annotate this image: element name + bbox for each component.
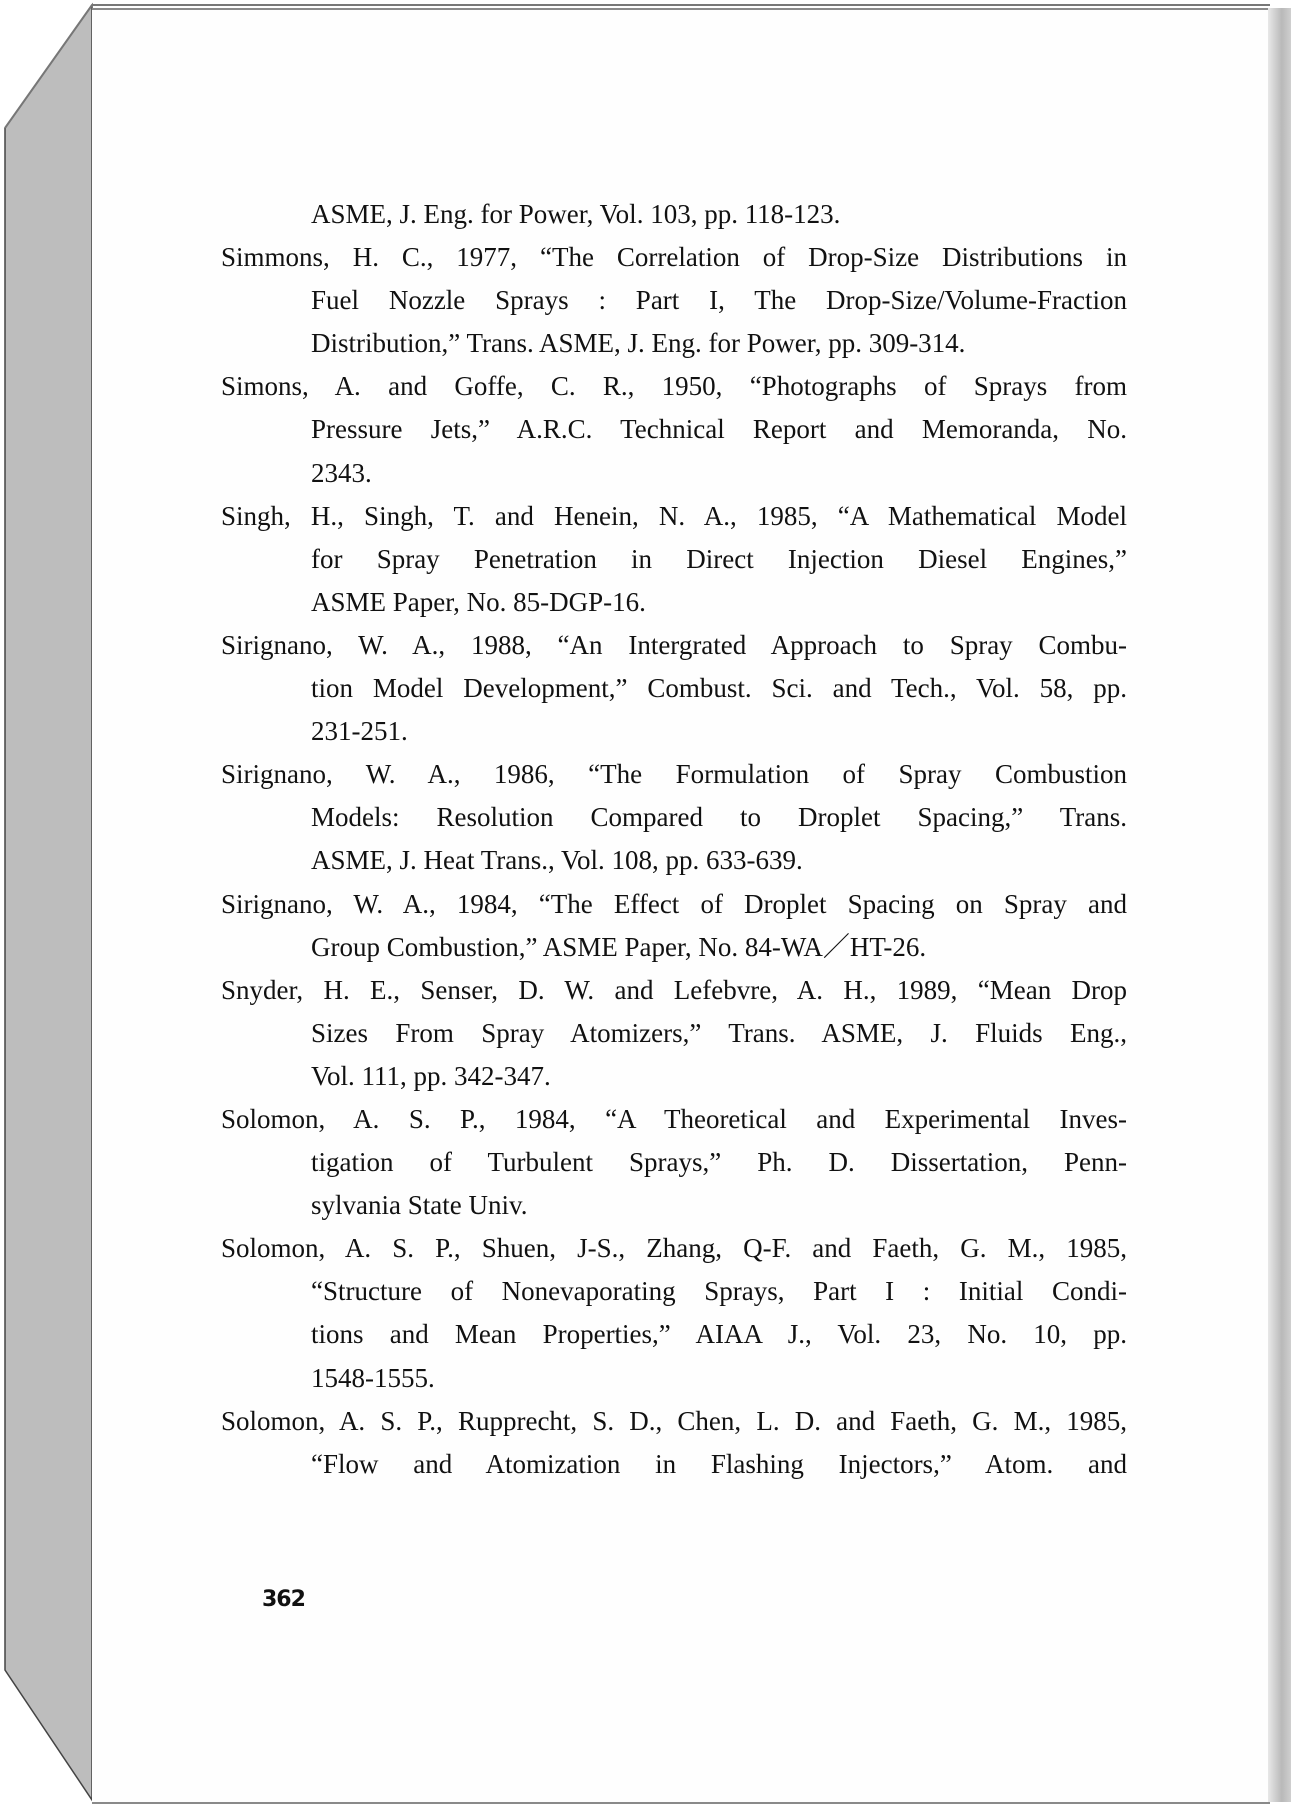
reference-first-line: Singh, H., Singh, T. and Henein, N. A., 1985, “A Mathematical Model	[221, 500, 1127, 531]
reference-continuation-line: Group Combustion,” ASME Paper, No. 84-WA／HT-26.	[311, 931, 927, 962]
reference-continuation-line: ASME Paper, No. 85-DGP-16.	[311, 586, 646, 617]
reference-first-line: Solomon, A. S. P., Rupprecht, S. D., Chen, L. D. and Faeth, G. M., 1985,	[221, 1405, 1127, 1436]
reference-entry	[221, 1227, 1127, 1399]
reference-continuation-line: tions and Mean Properties,” AIAA J., Vol. 23, No. 10, pp.	[311, 1319, 1127, 1350]
reference-first-line: Sirignano, W. A., 1986, “The Formulation of Spray Combustion	[221, 759, 1127, 790]
reference-entry	[221, 365, 1127, 494]
reference-list	[221, 193, 1127, 1486]
reference-first-line: Simons, A. and Goffe, C. R., 1950, “Photographs of Sprays from	[221, 371, 1127, 402]
reference-continuation-line: “Structure of Nonevaporating Sprays, Part I : Initial Condi-	[311, 1276, 1127, 1307]
reference-first-line: Solomon, A. S. P., Shuen, J-S., Zhang, Q-F. and Faeth, G. M., 1985,	[221, 1233, 1127, 1264]
reference-entry	[221, 1098, 1127, 1227]
reference-entry	[221, 236, 1127, 365]
reference-continuation-line: 2343.	[311, 457, 372, 488]
reference-continuation-line: “Flow and Atomization in Flashing Injectors,” Atom. and	[311, 1448, 1127, 1479]
reference-continuation-line: Pressure Jets,” A.R.C. Technical Report and Memoranda, No.	[311, 414, 1127, 445]
reference-entry	[221, 883, 1127, 969]
reference-first-line: Snyder, H. E., Senser, D. W. and Lefebvre, A. H., 1989, “Mean Drop	[221, 974, 1127, 1005]
page-number: 362	[262, 1587, 305, 1612]
reference-continuation-line: Fuel Nozzle Sprays : Part I, The Drop-Size/Volume-Fraction	[311, 285, 1127, 316]
reference-continuation-line: 231-251.	[311, 716, 408, 747]
reference-continuation-line: Models: Resolution Compared to Droplet Spacing,” Trans.	[311, 802, 1127, 833]
reference-continuation-line: tion Model Development,” Combust. Sci. and Tech., Vol. 58, pp.	[311, 673, 1127, 704]
reference-first-line: Simmons, H. C., 1977, “The Correlation of Drop-Size Distributions in	[221, 242, 1127, 273]
reference-entry	[221, 624, 1127, 753]
reference-first-line: Sirignano, W. A., 1988, “An Intergrated Approach to Spray Combu-	[221, 629, 1127, 660]
reference-continuation-line: sylvania State Univ.	[311, 1190, 528, 1221]
reference-entry	[221, 193, 1127, 236]
reference-continuation-line: for Spray Penetration in Direct Injection Diesel Engines,”	[311, 543, 1127, 574]
reference-entry	[221, 753, 1127, 882]
reference-continuation-line: ASME, J. Eng. for Power, Vol. 103, pp. 118-123.	[311, 199, 841, 229]
reference-continuation-line: Sizes From Spray Atomizers,” Trans. ASME, J. Fluids Eng.,	[311, 1017, 1127, 1048]
reference-continuation-line: Distribution,” Trans. ASME, J. Eng. for Power, pp. 309-314.	[311, 328, 966, 359]
reference-continuation-line: ASME, J. Heat Trans., Vol. 108, pp. 633-639.	[311, 845, 803, 876]
reference-entry	[221, 1400, 1127, 1486]
reference-continuation-line: Vol. 111, pp. 342-347.	[311, 1060, 551, 1091]
reference-entry	[221, 495, 1127, 624]
reference-entry	[221, 969, 1127, 1098]
reference-continuation-line: tigation of Turbulent Sprays,” Ph. D. Dissertation, Penn-	[311, 1147, 1127, 1178]
reference-first-line: Sirignano, W. A., 1984, “The Effect of Droplet Spacing on Spray and	[221, 888, 1127, 919]
reference-first-line: Solomon, A. S. P., 1984, “A Theoretical and Experimental Inves-	[221, 1103, 1127, 1134]
page-edge-shadow	[1268, 8, 1291, 1802]
reference-continuation-line: 1548-1555.	[311, 1362, 435, 1393]
